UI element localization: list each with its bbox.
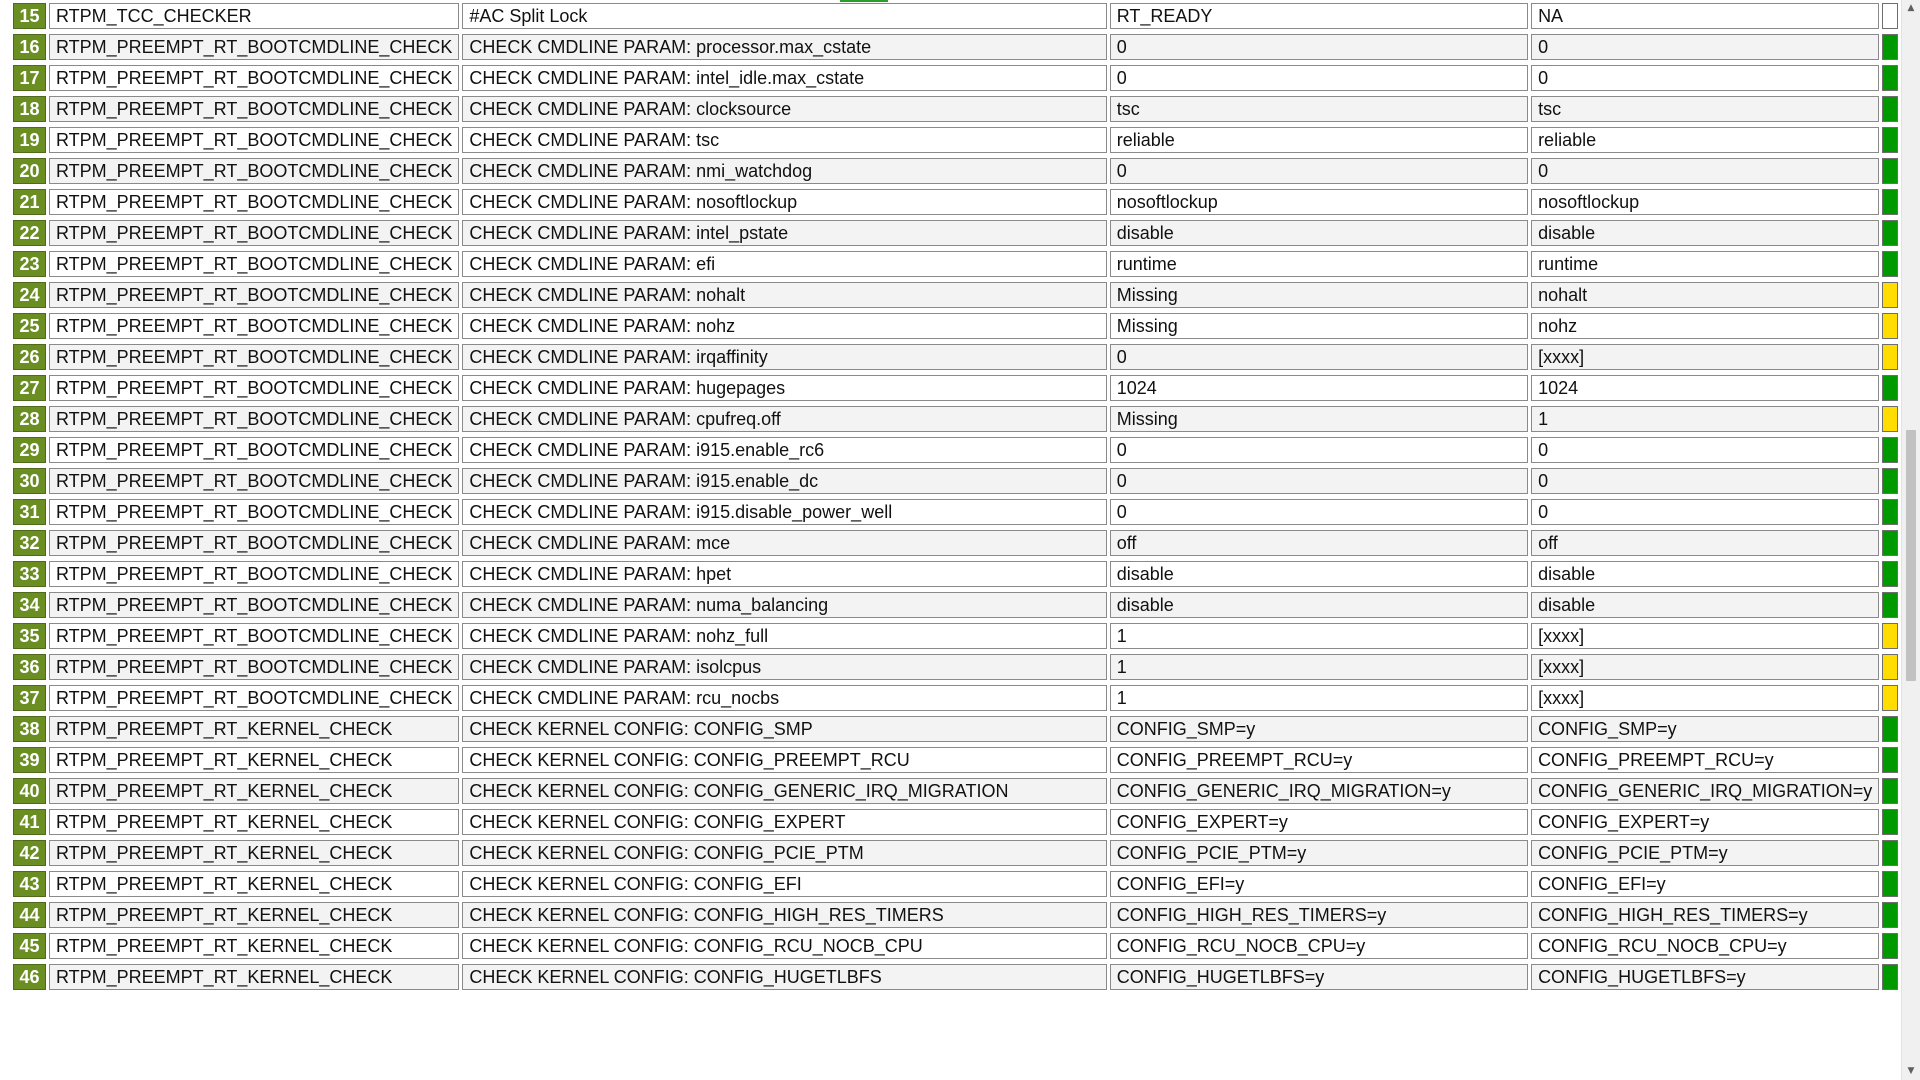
description-cell: CHECK CMDLINE PARAM: intel_idle.max_cstate [462,65,1106,91]
test-name-cell: RTPM_PREEMPT_RT_BOOTCMDLINE_CHECK [49,406,459,432]
actual-value-cell: Missing [1110,406,1528,432]
row-number: 40 [13,778,46,804]
test-name-cell: RTPM_PREEMPT_RT_KERNEL_CHECK [49,809,459,835]
status-indicator [1882,654,1898,680]
table-row [13,809,1898,835]
description-cell: CHECK CMDLINE PARAM: i915.enable_dc [462,468,1106,494]
expected-value-cell: CONFIG_PCIE_PTM=y [1531,840,1879,866]
table-row [13,189,1898,215]
expected-value-cell: runtime [1531,251,1879,277]
row-number: 46 [13,964,46,990]
actual-value-cell: tsc [1110,96,1528,122]
scroll-up-arrow-icon[interactable]: ▲ [1907,3,1915,13]
test-name-cell: RTPM_PREEMPT_RT_BOOTCMDLINE_CHECK [49,623,459,649]
status-indicator [1882,685,1898,711]
expected-value-cell: nohz [1531,313,1879,339]
description-cell: CHECK CMDLINE PARAM: nosoftlockup [462,189,1106,215]
expected-value-cell: CONFIG_GENERIC_IRQ_MIGRATION=y [1531,778,1879,804]
table-row [13,902,1898,928]
table-row [13,468,1898,494]
description-cell: CHECK CMDLINE PARAM: mce [462,530,1106,556]
results-table [10,0,1901,995]
table-row [13,96,1898,122]
description-cell: CHECK CMDLINE PARAM: hugepages [462,375,1106,401]
expected-value-cell: off [1531,530,1879,556]
row-number: 31 [13,499,46,525]
row-number: 34 [13,592,46,618]
description-cell: CHECK KERNEL CONFIG: CONFIG_HIGH_RES_TIMERS [462,902,1106,928]
test-name-cell: RTPM_PREEMPT_RT_KERNEL_CHECK [49,964,459,990]
status-indicator [1882,127,1898,153]
test-name-cell: RTPM_PREEMPT_RT_BOOTCMDLINE_CHECK [49,654,459,680]
table-row [13,127,1898,153]
description-cell: CHECK CMDLINE PARAM: processor.max_cstate [462,34,1106,60]
test-name-cell: RTPM_PREEMPT_RT_BOOTCMDLINE_CHECK [49,189,459,215]
row-number: 39 [13,747,46,773]
actual-value-cell: 1024 [1110,375,1528,401]
status-indicator [1882,964,1898,990]
row-number: 33 [13,561,46,587]
description-cell: CHECK CMDLINE PARAM: tsc [462,127,1106,153]
description-cell: CHECK CMDLINE PARAM: irqaffinity [462,344,1106,370]
table-row [13,871,1898,897]
test-name-cell: RTPM_PREEMPT_RT_KERNEL_CHECK [49,933,459,959]
row-number: 45 [13,933,46,959]
actual-value-cell: runtime [1110,251,1528,277]
description-cell: CHECK KERNEL CONFIG: CONFIG_EXPERT [462,809,1106,835]
test-name-cell: RTPM_PREEMPT_RT_BOOTCMDLINE_CHECK [49,127,459,153]
table-row [13,437,1898,463]
status-indicator [1882,220,1898,246]
test-name-cell: RTPM_PREEMPT_RT_KERNEL_CHECK [49,747,459,773]
actual-value-cell: Missing [1110,282,1528,308]
actual-value-cell: disable [1110,561,1528,587]
expected-value-cell: [xxxx] [1531,344,1879,370]
test-name-cell: RTPM_PREEMPT_RT_KERNEL_CHECK [49,840,459,866]
actual-value-cell: CONFIG_EXPERT=y [1110,809,1528,835]
table-row [13,65,1898,91]
row-number: 36 [13,654,46,680]
description-cell: CHECK KERNEL CONFIG: CONFIG_EFI [462,871,1106,897]
expected-value-cell: disable [1531,561,1879,587]
status-indicator [1882,96,1898,122]
row-number: 23 [13,251,46,277]
table-row [13,716,1898,742]
status-indicator [1882,499,1898,525]
table-row [13,530,1898,556]
description-cell: #AC Split Lock [462,3,1106,29]
status-indicator [1882,716,1898,742]
row-number: 26 [13,344,46,370]
description-cell: CHECK CMDLINE PARAM: nohalt [462,282,1106,308]
expected-value-cell: CONFIG_PREEMPT_RCU=y [1531,747,1879,773]
actual-value-cell: CONFIG_GENERIC_IRQ_MIGRATION=y [1110,778,1528,804]
test-name-cell: RTPM_PREEMPT_RT_BOOTCMDLINE_CHECK [49,375,459,401]
expected-value-cell: 0 [1531,158,1879,184]
row-number: 15 [13,3,46,29]
description-cell: CHECK KERNEL CONFIG: CONFIG_HUGETLBFS [462,964,1106,990]
table-row [13,313,1898,339]
actual-value-cell: CONFIG_PCIE_PTM=y [1110,840,1528,866]
table-row [13,344,1898,370]
row-number: 16 [13,34,46,60]
actual-value-cell: disable [1110,220,1528,246]
actual-value-cell: RT_READY [1110,3,1528,29]
test-name-cell: RTPM_PREEMPT_RT_BOOTCMDLINE_CHECK [49,592,459,618]
row-number: 28 [13,406,46,432]
table-row [13,933,1898,959]
test-name-cell: RTPM_PREEMPT_RT_BOOTCMDLINE_CHECK [49,437,459,463]
status-indicator [1882,3,1898,29]
expected-value-cell: 0 [1531,499,1879,525]
actual-value-cell: 1 [1110,685,1528,711]
row-number: 21 [13,189,46,215]
row-number: 41 [13,809,46,835]
actual-value-cell: CONFIG_PREEMPT_RCU=y [1110,747,1528,773]
description-cell: CHECK CMDLINE PARAM: numa_balancing [462,592,1106,618]
status-indicator [1882,840,1898,866]
description-cell: CHECK CMDLINE PARAM: rcu_nocbs [462,685,1106,711]
results-table-body [13,3,1898,990]
table-row [13,34,1898,60]
actual-value-cell: CONFIG_RCU_NOCB_CPU=y [1110,933,1528,959]
test-name-cell: RTPM_PREEMPT_RT_BOOTCMDLINE_CHECK [49,251,459,277]
table-row [13,220,1898,246]
test-name-cell: RTPM_PREEMPT_RT_BOOTCMDLINE_CHECK [49,530,459,556]
table-row [13,561,1898,587]
description-cell: CHECK CMDLINE PARAM: i915.disable_power_well [462,499,1106,525]
description-cell: CHECK CMDLINE PARAM: nmi_watchdog [462,158,1106,184]
expected-value-cell: CONFIG_EXPERT=y [1531,809,1879,835]
expected-value-cell: disable [1531,592,1879,618]
scroll-down-arrow-icon[interactable]: ▼ [1907,1066,1915,1076]
expected-value-cell: 0 [1531,34,1879,60]
expected-value-cell: CONFIG_HIGH_RES_TIMERS=y [1531,902,1879,928]
status-indicator [1882,623,1898,649]
status-indicator [1882,747,1898,773]
row-number: 43 [13,871,46,897]
expected-value-cell: 0 [1531,468,1879,494]
actual-value-cell: CONFIG_HIGH_RES_TIMERS=y [1110,902,1528,928]
row-number: 24 [13,282,46,308]
actual-value-cell: 0 [1110,468,1528,494]
actual-value-cell: disable [1110,592,1528,618]
table-row [13,654,1898,680]
status-indicator [1882,65,1898,91]
table-row [13,964,1898,990]
description-cell: CHECK KERNEL CONFIG: CONFIG_PCIE_PTM [462,840,1106,866]
status-indicator [1882,251,1898,277]
description-cell: CHECK CMDLINE PARAM: nohz [462,313,1106,339]
row-number: 30 [13,468,46,494]
description-cell: CHECK CMDLINE PARAM: efi [462,251,1106,277]
table-row [13,685,1898,711]
row-number: 42 [13,840,46,866]
status-indicator [1882,437,1898,463]
status-indicator [1882,375,1898,401]
status-indicator [1882,592,1898,618]
status-indicator [1882,313,1898,339]
row-number: 20 [13,158,46,184]
expected-value-cell: 1 [1531,406,1879,432]
description-cell: CHECK KERNEL CONFIG: CONFIG_RCU_NOCB_CPU [462,933,1106,959]
test-name-cell: RTPM_PREEMPT_RT_BOOTCMDLINE_CHECK [49,685,459,711]
description-cell: CHECK CMDLINE PARAM: i915.enable_rc6 [462,437,1106,463]
row-number: 22 [13,220,46,246]
expected-value-cell: reliable [1531,127,1879,153]
expected-value-cell: NA [1531,3,1879,29]
actual-value-cell: reliable [1110,127,1528,153]
table-row [13,592,1898,618]
test-name-cell: RTPM_PREEMPT_RT_BOOTCMDLINE_CHECK [49,499,459,525]
row-number: 27 [13,375,46,401]
test-name-cell: RTPM_PREEMPT_RT_BOOTCMDLINE_CHECK [49,158,459,184]
expected-value-cell: [xxxx] [1531,623,1879,649]
description-cell: CHECK KERNEL CONFIG: CONFIG_PREEMPT_RCU [462,747,1106,773]
test-name-cell: RTPM_PREEMPT_RT_BOOTCMDLINE_CHECK [49,34,459,60]
expected-value-cell: 0 [1531,437,1879,463]
table-row [13,840,1898,866]
expected-value-cell: 1024 [1531,375,1879,401]
actual-value-cell: 0 [1110,437,1528,463]
expected-value-cell: disable [1531,220,1879,246]
expected-value-cell: nohalt [1531,282,1879,308]
expected-value-cell: [xxxx] [1531,685,1879,711]
test-name-cell: RTPM_TCC_CHECKER [49,3,459,29]
expected-value-cell: CONFIG_SMP=y [1531,716,1879,742]
description-cell: CHECK KERNEL CONFIG: CONFIG_GENERIC_IRQ_MIGRATION [462,778,1106,804]
actual-value-cell: 0 [1110,344,1528,370]
actual-value-cell: 1 [1110,623,1528,649]
table-row [13,499,1898,525]
table-row [13,623,1898,649]
actual-value-cell: CONFIG_EFI=y [1110,871,1528,897]
description-cell: CHECK CMDLINE PARAM: intel_pstate [462,220,1106,246]
description-cell: CHECK CMDLINE PARAM: isolcpus [462,654,1106,680]
actual-value-cell: 0 [1110,158,1528,184]
row-number: 25 [13,313,46,339]
status-indicator [1882,406,1898,432]
status-indicator [1882,344,1898,370]
test-name-cell: RTPM_PREEMPT_RT_KERNEL_CHECK [49,716,459,742]
table-row [13,375,1898,401]
test-name-cell: RTPM_PREEMPT_RT_KERNEL_CHECK [49,902,459,928]
row-number: 19 [13,127,46,153]
status-indicator [1882,34,1898,60]
status-indicator [1882,530,1898,556]
status-indicator [1882,871,1898,897]
status-indicator [1882,778,1898,804]
test-name-cell: RTPM_PREEMPT_RT_BOOTCMDLINE_CHECK [49,65,459,91]
row-number: 44 [13,902,46,928]
description-cell: CHECK CMDLINE PARAM: nohz_full [462,623,1106,649]
row-number: 29 [13,437,46,463]
actual-value-cell: 1 [1110,654,1528,680]
test-name-cell: RTPM_PREEMPT_RT_BOOTCMDLINE_CHECK [49,220,459,246]
status-indicator [1882,282,1898,308]
test-name-cell: RTPM_PREEMPT_RT_BOOTCMDLINE_CHECK [49,282,459,308]
actual-value-cell: nosoftlockup [1110,189,1528,215]
actual-value-cell: CONFIG_SMP=y [1110,716,1528,742]
status-indicator [1882,902,1898,928]
status-indicator [1882,933,1898,959]
row-number: 32 [13,530,46,556]
row-number: 38 [13,716,46,742]
test-name-cell: RTPM_PREEMPT_RT_BOOTCMDLINE_CHECK [49,468,459,494]
table-row [13,282,1898,308]
table-row [13,3,1898,29]
actual-value-cell: 0 [1110,65,1528,91]
expected-value-cell: nosoftlockup [1531,189,1879,215]
expected-value-cell: CONFIG_HUGETLBFS=y [1531,964,1879,990]
table-row [13,406,1898,432]
actual-value-cell: 0 [1110,499,1528,525]
row-number: 17 [13,65,46,91]
actual-value-cell: 0 [1110,34,1528,60]
status-indicator [1882,561,1898,587]
expected-value-cell: tsc [1531,96,1879,122]
row-number: 18 [13,96,46,122]
actual-value-cell: off [1110,530,1528,556]
actual-value-cell: Missing [1110,313,1528,339]
table-row [13,158,1898,184]
table-row [13,747,1898,773]
description-cell: CHECK CMDLINE PARAM: cpufreq.off [462,406,1106,432]
expected-value-cell: CONFIG_EFI=y [1531,871,1879,897]
status-indicator [1882,468,1898,494]
vertical-scrollbar[interactable] [1901,0,1920,1080]
status-indicator [1882,158,1898,184]
expected-value-cell: 0 [1531,65,1879,91]
expected-value-cell: CONFIG_RCU_NOCB_CPU=y [1531,933,1879,959]
test-name-cell: RTPM_PREEMPT_RT_BOOTCMDLINE_CHECK [49,561,459,587]
actual-value-cell: CONFIG_HUGETLBFS=y [1110,964,1528,990]
table-row [13,251,1898,277]
description-cell: CHECK CMDLINE PARAM: clocksource [462,96,1106,122]
test-name-cell: RTPM_PREEMPT_RT_BOOTCMDLINE_CHECK [49,96,459,122]
description-cell: CHECK KERNEL CONFIG: CONFIG_SMP [462,716,1106,742]
scrollbar-thumb[interactable] [1906,430,1916,681]
test-name-cell: RTPM_PREEMPT_RT_BOOTCMDLINE_CHECK [49,313,459,339]
row-number: 37 [13,685,46,711]
test-name-cell: RTPM_PREEMPT_RT_KERNEL_CHECK [49,778,459,804]
test-name-cell: RTPM_PREEMPT_RT_KERNEL_CHECK [49,871,459,897]
test-name-cell: RTPM_PREEMPT_RT_BOOTCMDLINE_CHECK [49,344,459,370]
status-indicator [1882,809,1898,835]
expected-value-cell: [xxxx] [1531,654,1879,680]
table-row [13,778,1898,804]
status-indicator [1882,189,1898,215]
description-cell: CHECK CMDLINE PARAM: hpet [462,561,1106,587]
row-number: 35 [13,623,46,649]
